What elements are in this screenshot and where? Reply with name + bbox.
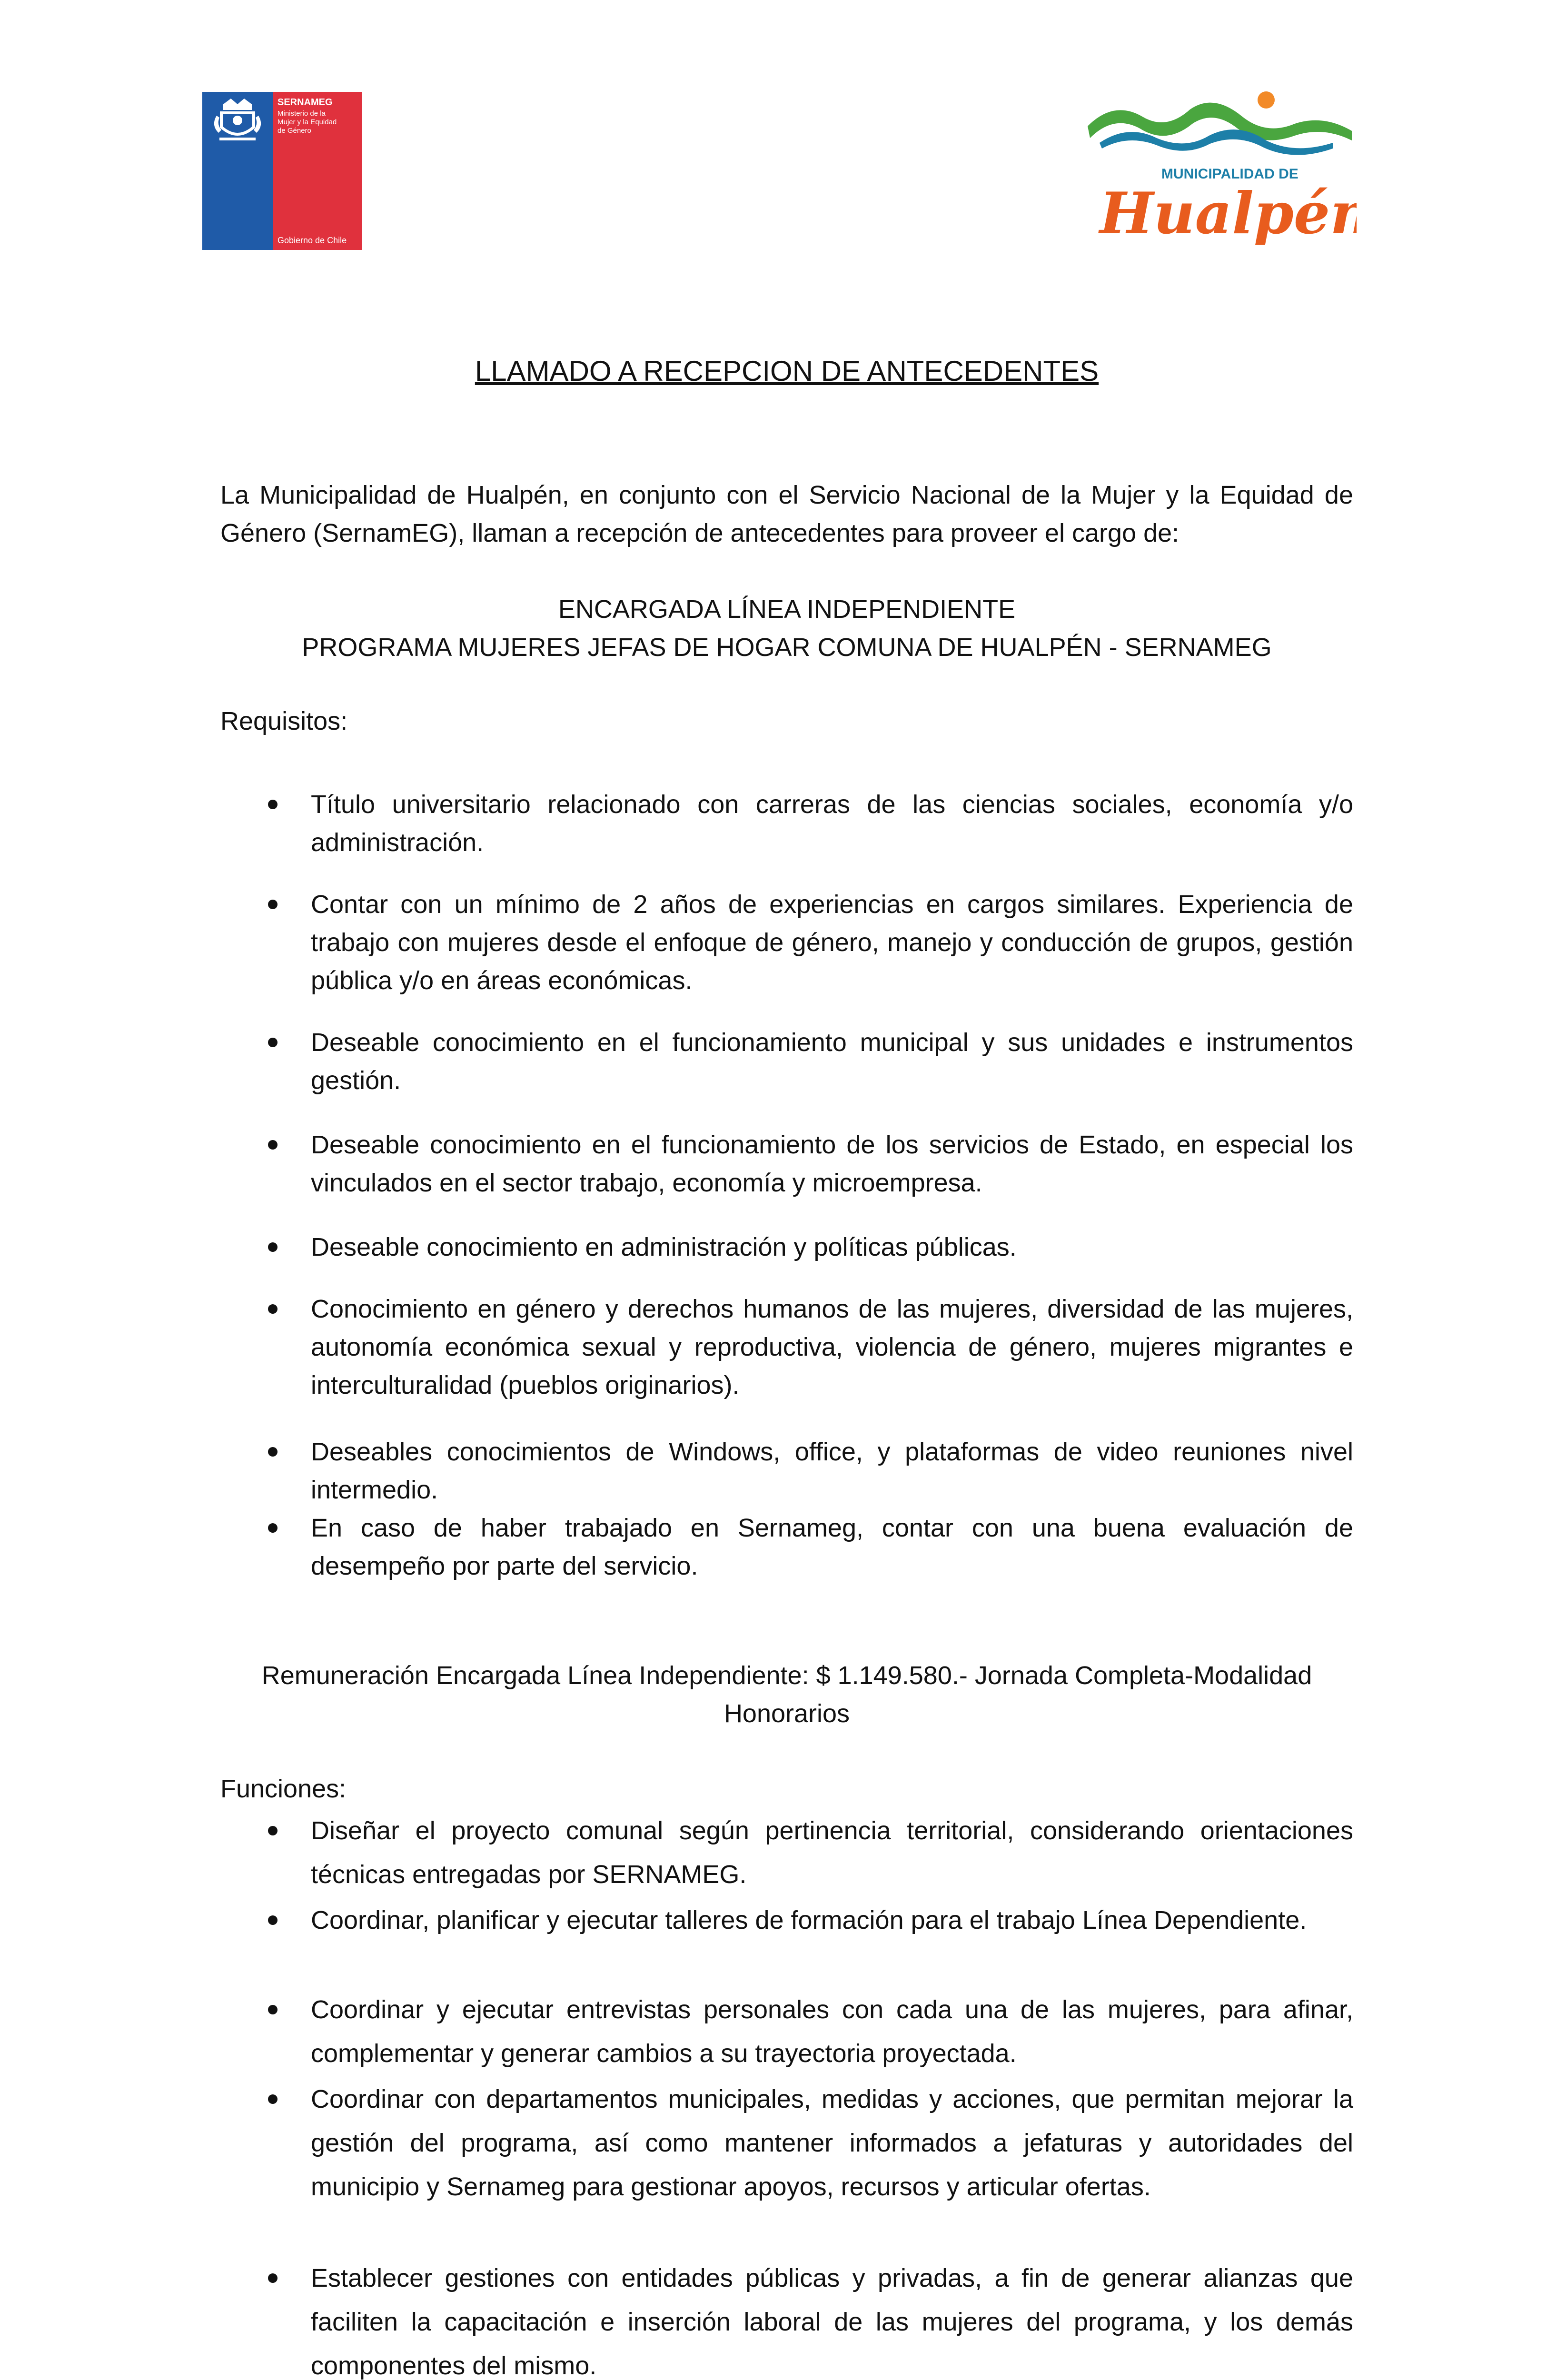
- salary-text: Remuneración Encargada Línea Independiente: $ 1.149.580.- Jornada Completa-Modalidad Honorarios: [261, 1661, 1312, 1728]
- bullet-icon: [268, 800, 278, 809]
- bullet-icon: [268, 1038, 278, 1047]
- sernameg-name: SERNAMEG: [278, 97, 333, 108]
- requirement-item: Deseable conocimiento en el funcionamiento de los servicios de Estado, en especial los vinculados en el sector trabajo, economía y microempresa.: [220, 1126, 1353, 1202]
- requirement-item: Contar con un mínimo de 2 años de experiencias en cargos similares. Experiencia de trabajo con mujeres desde el enfoque de género, manejo y conducción de grupos, gestión pública y/o en áreas económicas.: [220, 885, 1353, 1000]
- sernameg-subtitle-line: Ministerio de la: [278, 109, 326, 118]
- sernameg-subtitle-line: de Género: [278, 127, 311, 135]
- function-item: Coordinar, planificar y ejecutar talleres de formación para el trabajo Línea Dependiente.: [220, 1898, 1353, 1942]
- intro-municipality: La Municipalidad de Hualpén,: [220, 481, 569, 509]
- bullet-icon: [268, 1915, 278, 1925]
- program-title: PROGRAMA MUJERES JEFAS DE HOGAR COMUNA DE HUALPÉN - SERNAMEG: [302, 633, 1272, 662]
- requirement-item: Título universitario relacionado con carreras de las ciencias sociales, economía y/o administración.: [220, 785, 1353, 862]
- hualpen-name: Hualpén: [1100, 180, 1357, 247]
- bullet-icon: [268, 1140, 278, 1150]
- bullet-icon: [268, 2094, 278, 2104]
- requirements-heading: Requisitos:: [220, 707, 348, 735]
- bullet-icon: [268, 1523, 278, 1533]
- bullet-icon: [268, 900, 278, 909]
- intro-paragraph: [220, 476, 1353, 552]
- intro-call: , llaman a recepción de antecedentes para proveer el cargo de:: [457, 519, 1179, 547]
- bullet-icon: [268, 1826, 278, 1835]
- requirement-item: Conocimiento en género y derechos humanos de las mujeres, diversidad de las mujeres, autonomía económica sexual y reproductiva, violencia de género, mujeres migrantes e interculturalidad (pueblos originarios).: [220, 1290, 1353, 1404]
- bullet-icon: [268, 1447, 278, 1457]
- bullet-icon: [268, 2273, 278, 2283]
- requirement-item: Deseable conocimiento en administración y políticas públicas.: [220, 1228, 1353, 1266]
- hualpen-top-text: MUNICIPALIDAD DE: [1161, 166, 1298, 182]
- bullet-icon: [268, 2005, 278, 2014]
- position-title: ENCARGADA LÍNEA INDEPENDIENTE: [558, 595, 1016, 624]
- document-body: [220, 0, 1353, 2380]
- function-item: Coordinar con departamentos municipales, medidas y acciones, que permitan mejorar la gestión del programa, así como mantener informados a jefaturas y autoridades del municipio y Sernameg para gestionar apoyos, recursos y articular ofertas.: [220, 2077, 1353, 2209]
- position-titles: [220, 590, 1353, 666]
- bullet-icon: [268, 1304, 278, 1314]
- sernameg-subtitle-line: Mujer y la Equidad: [278, 118, 337, 126]
- document-title: LLAMADO A RECEPCION DE ANTECEDENTES: [475, 355, 1099, 387]
- function-item: Establecer gestiones con entidades públicas y privadas, a fin de generar alianzas que faciliten la capacitación e inserción laboral de las mujeres del programa, y los demás componentes del mismo.: [220, 2256, 1353, 2380]
- function-item: Diseñar el proyecto comunal según pertinencia territorial, considerando orientaciones técnicas entregadas por SERNAMEG.: [220, 1809, 1353, 1896]
- intro-sernameg: en conjunto con el Servicio Nacional de la Mujer y la Equidad de Género (SernamEG): [220, 481, 1353, 547]
- function-item: Coordinar y ejecutar entrevistas personales con cada una de las mujeres, para afinar, complementar y generar cambios a su trayectoria proyectada.: [220, 1988, 1353, 2075]
- requirement-item: Deseables conocimientos de Windows, office, y plataformas de video reuniones nivel intermedio.: [220, 1433, 1353, 1509]
- sernameg-footer: Gobierno de Chile: [278, 236, 347, 245]
- functions-heading: Funciones:: [220, 1775, 347, 1803]
- requirement-item: Deseable conocimiento en el funcionamiento municipal y sus unidades e instrumentos gestión.: [220, 1023, 1353, 1100]
- bullet-icon: [268, 1242, 278, 1252]
- requirement-item: En caso de haber trabajado en Sernameg, contar con una buena evaluación de desempeño por parte del servicio.: [220, 1509, 1353, 1585]
